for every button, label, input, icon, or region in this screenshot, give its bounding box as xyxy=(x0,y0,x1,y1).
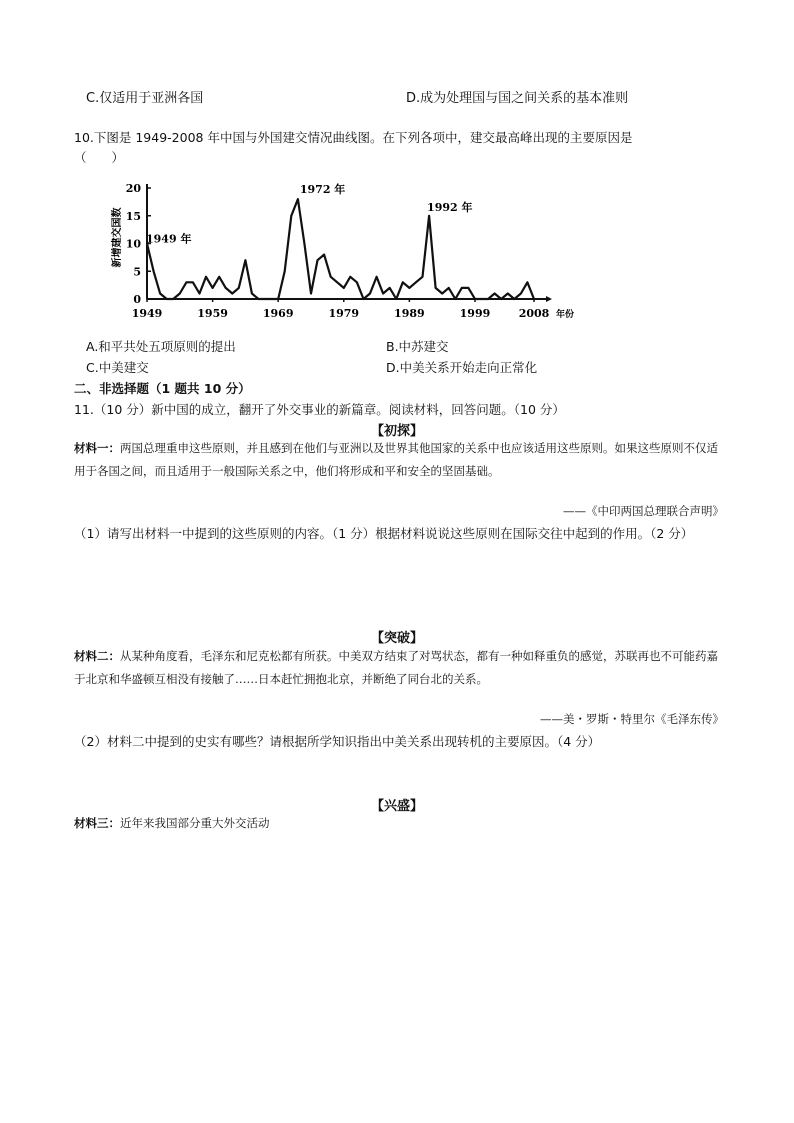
x-tick-label: 1999 xyxy=(459,307,491,320)
data-point xyxy=(159,293,161,295)
y-tick-label: 10 xyxy=(125,237,141,251)
x-tick-label: 1959 xyxy=(197,307,228,320)
data-point xyxy=(304,243,306,245)
y-tick-label: 20 xyxy=(125,182,141,195)
material-1-source: ——《中印两国总理联合声明》 xyxy=(563,504,724,518)
material-2-text: 从某种角度看，毛泽东和尼克松都有所获。中美双方结束了对骂状态，都有一种如释重负的感觉，苏联再也不可能药嘉于北京和华盛顿互相没有接触了……日本赶忙拥抱北京，并断绝了同台北的关系。 xyxy=(74,649,718,686)
y-axis-label: 新增建交国数 xyxy=(112,207,123,268)
data-point xyxy=(166,298,168,300)
data-point xyxy=(435,287,437,289)
q10-answer-paren: （ ） xyxy=(74,150,125,165)
part2-title: 【突破】 xyxy=(370,631,423,646)
material-3-text: 近年来我国部分重大外交活动 xyxy=(120,816,270,830)
data-point xyxy=(172,298,174,300)
data-point xyxy=(376,276,378,278)
x-tick-label: 1979 xyxy=(328,307,360,320)
material-3-tag: 材料三： xyxy=(74,816,120,830)
data-point xyxy=(323,254,325,256)
x-axis-label: 年份 xyxy=(556,310,575,320)
q10-option-d: D.中美关系开始走向正常化 xyxy=(386,360,538,375)
material-1-tag: 材料一： xyxy=(74,441,120,455)
data-point xyxy=(527,282,529,284)
x-tick-label: 1989 xyxy=(394,307,425,320)
data-point xyxy=(343,287,345,289)
data-point xyxy=(500,298,502,300)
q11-part2-question: （2）材料二中提到的史实有哪些？请根据所学知识指出中美关系出现转机的主要原因。（4 分） xyxy=(74,734,601,749)
section-heading: 二、非选择题（1 题共 10 分） xyxy=(74,381,251,396)
material-2-source: ——美・罗斯・特里尔《毛泽东传》 xyxy=(540,712,724,726)
data-point xyxy=(487,298,489,300)
data-point xyxy=(238,287,240,289)
data-point xyxy=(199,293,201,295)
data-point xyxy=(448,287,450,289)
y-tick-label: 0 xyxy=(133,293,141,306)
data-point xyxy=(218,276,220,278)
data-point xyxy=(186,282,188,284)
data-point xyxy=(225,287,227,289)
x-axis-arrow xyxy=(546,296,552,302)
data-point xyxy=(369,293,371,295)
data-point xyxy=(454,298,456,300)
annotation-label: 1972 年 xyxy=(299,183,346,197)
material-2 xyxy=(74,645,724,691)
q10-stem: 10.下图是 1949-2008 年中国与外国建交情况曲线图。在下列各项中，建交最高峰出现的主要原因是 xyxy=(74,130,633,145)
y-tick-label: 5 xyxy=(133,265,141,279)
data-point xyxy=(330,276,332,278)
part1-title: 【初探】 xyxy=(370,424,423,439)
data-point xyxy=(317,259,319,261)
data-point xyxy=(389,287,391,289)
data-point xyxy=(468,287,470,289)
data-point xyxy=(514,298,516,300)
data-point xyxy=(441,293,443,295)
data-point xyxy=(153,270,155,272)
data-point xyxy=(363,298,365,300)
data-point xyxy=(271,298,273,300)
data-point xyxy=(231,293,233,295)
data-point xyxy=(251,293,253,295)
data-point xyxy=(415,282,417,284)
data-point xyxy=(179,293,181,295)
data-point xyxy=(245,259,247,261)
q9-option-c: C.仅适用于亚洲各国 xyxy=(86,91,204,106)
series-line xyxy=(147,199,534,299)
data-point xyxy=(297,198,299,200)
x-tick-label: 1949 xyxy=(131,307,163,320)
q10-option-b: B.中苏建交 xyxy=(386,339,449,354)
data-point xyxy=(428,215,430,217)
data-point xyxy=(507,293,509,295)
data-point xyxy=(284,270,286,272)
data-point xyxy=(212,287,214,289)
data-point xyxy=(474,298,476,300)
data-point xyxy=(481,298,483,300)
data-point xyxy=(336,282,338,284)
data-point xyxy=(310,293,312,295)
data-point xyxy=(192,282,194,284)
data-point xyxy=(291,215,293,217)
data-point xyxy=(205,276,207,278)
data-point xyxy=(402,282,404,284)
data-point xyxy=(395,298,397,300)
x-tick-label: 2008 xyxy=(518,307,550,320)
q9-option-d: D.成为处理国与国之间关系的基本准则 xyxy=(406,91,629,106)
y-tick-label: 15 xyxy=(125,209,141,223)
data-point xyxy=(422,276,424,278)
data-point xyxy=(277,298,279,300)
material-1 xyxy=(74,437,724,483)
part3-title: 【兴盛】 xyxy=(370,799,423,814)
annotation-label: 1949 年 xyxy=(146,232,192,246)
material-2-tag: 材料二： xyxy=(74,649,120,663)
annotation-label: 1992 年 xyxy=(427,200,473,214)
x-tick-label: 1969 xyxy=(262,307,294,320)
data-point xyxy=(494,293,496,295)
material-3 xyxy=(74,812,724,835)
data-point xyxy=(520,293,522,295)
data-point xyxy=(264,298,266,300)
data-point xyxy=(382,293,384,295)
q11-stem: 11.（10 分）新中国的成立，翻开了外交事业的新篇章。阅读材料，回答问题。（10 分） xyxy=(74,402,565,417)
data-point xyxy=(258,298,260,300)
data-point xyxy=(356,282,358,284)
data-point xyxy=(409,287,411,289)
data-point xyxy=(533,298,535,300)
material-1-text: 两国总理重申这些原则，并且感到在他们与亚洲以及世界其他国家的关系中也应该适用这些原则。如果这些原则不仅适用于各国之间，而且适用于一般国际关系之中，他们将形成和平和安全的坚固基础。 xyxy=(74,441,718,478)
diplomatic-relations-line-chart xyxy=(100,172,590,332)
data-point xyxy=(461,287,463,289)
q11-part1-question: （1）请写出材料一中提到的这些原则的内容。（1 分）根据材料说说这些原则在国际交往中起到的作用。（2 分） xyxy=(74,526,694,541)
q10-option-a: A.和平共处五项原则的提出 xyxy=(86,339,236,354)
q10-option-c: C.中美建交 xyxy=(86,360,149,375)
data-point xyxy=(350,276,352,278)
